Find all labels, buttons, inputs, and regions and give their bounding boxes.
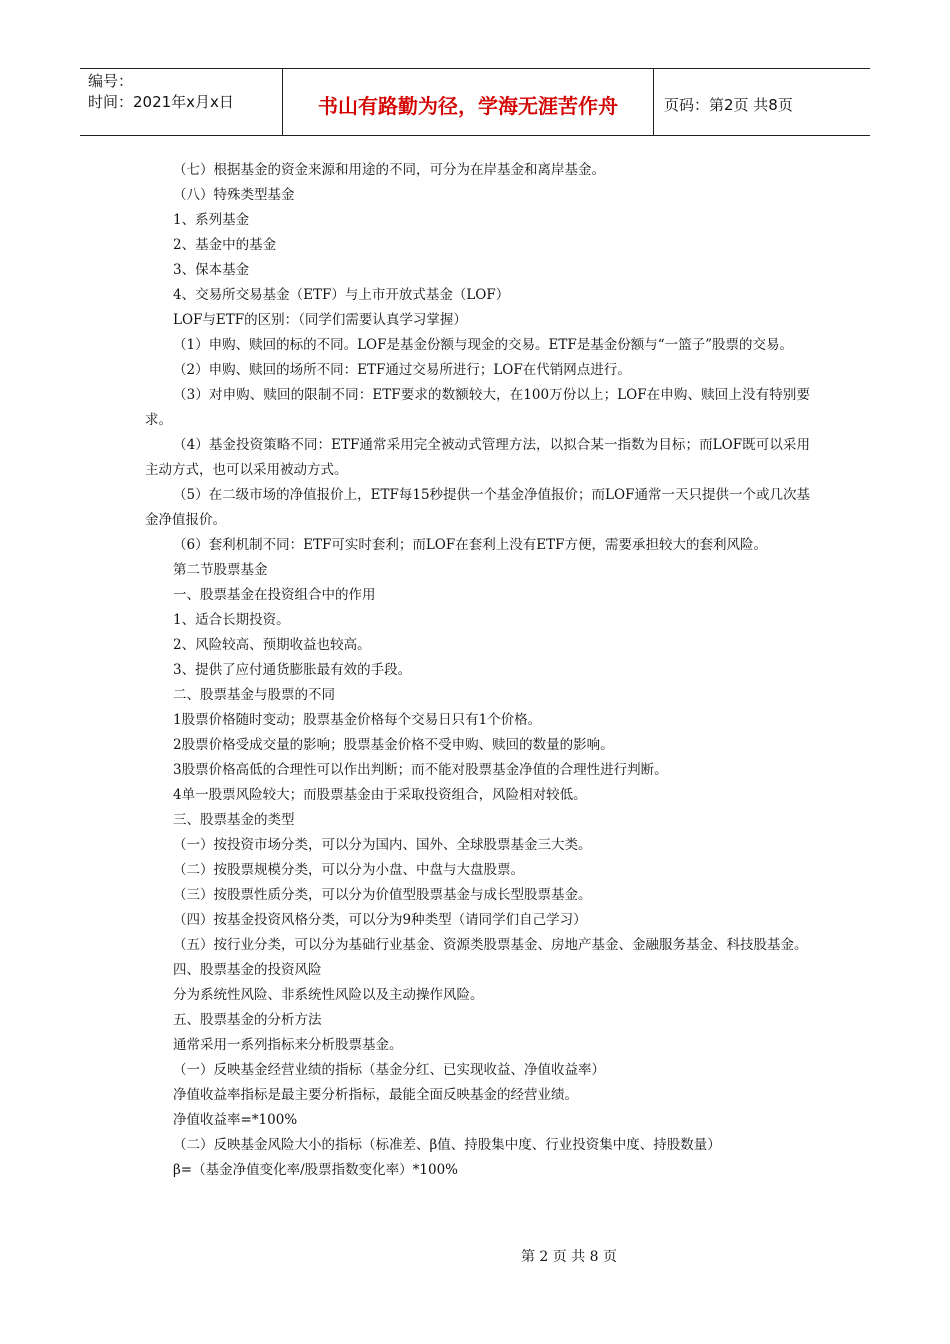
document-time-label: 时间：2021年x月x日 xyxy=(88,93,234,111)
body-line: 3股票价格高低的合理性可以作出判断；而不能对股票基金净值的合理性进行判断。 xyxy=(173,762,668,778)
page-footer: 第 2 页 共 8 页 xyxy=(520,1249,618,1265)
header-page-info: 页码：第2页 共8页 xyxy=(664,95,793,114)
body-line: 2股票价格受成交量的影响；股票基金价格不受申购、赎回的数量的影响。 xyxy=(173,737,614,753)
body-line: 五、股票基金的分析方法 xyxy=(173,1012,322,1028)
body-line: LOF与ETF的区别：（同学们需要认真学习掌握） xyxy=(173,312,467,328)
body-line: （6）套利机制不同：ETF可实时套利；而LOF在套利上没有ETF方便，需要承担较大的套利风险。 xyxy=(173,537,767,553)
body-line: （二）按股票规模分类，可以分为小盘、中盘与大盘股票。 xyxy=(173,862,524,878)
body-line: （二）反映基金风险大小的指标（标准差、β值、持股集中度、行业投资集中度、持股数量） xyxy=(173,1137,721,1153)
document-number-label: 编号： xyxy=(88,72,134,90)
body-line: 4、交易所交易基金（ETF）与上市开放式基金（LOF） xyxy=(173,287,510,303)
body-line: 1股票价格随时变动；股票基金价格每个交易日只有1个价格。 xyxy=(173,712,542,728)
body-line: （2）申购、赎回的场所不同：ETF通过交易所进行；LOF在代销网点进行。 xyxy=(173,362,631,378)
body-paragraph: （4）基金投资策略不同：ETF通常采用完全被动式管理方法，以拟合某一指数为目标；而LOF既可以采用主动方式，也可以采用被动方式。 xyxy=(145,437,810,478)
body-line: （一）按投资市场分类，可以分为国内、国外、全球股票基金三大类。 xyxy=(173,837,592,853)
header-motto: 书山有路勤为径，学海无涯苦作舟 xyxy=(282,69,654,135)
body-line: 通常采用一系列指标来分析股票基金。 xyxy=(173,1037,403,1053)
body-line: 1、系列基金 xyxy=(173,212,250,228)
body-line: 二、股票基金与股票的不同 xyxy=(173,687,335,703)
body-line: 1、适合长期投资。 xyxy=(173,612,290,628)
body-line: （三）按股票性质分类，可以分为价值型股票基金与成长型股票基金。 xyxy=(173,887,592,903)
body-paragraph: （1）申购、赎回的标的不同。LOF是基金份额与现金的交易。ETF是基金份额与“一篮子”股票的交易。 xyxy=(173,337,794,353)
body-line: 三、股票基金的类型 xyxy=(173,812,295,828)
body-line: 一、股票基金在投资组合中的作用 xyxy=(173,587,376,603)
body-line: 四、股票基金的投资风险 xyxy=(173,962,322,978)
body-line: 3、提供了应付通货膨胀最有效的手段。 xyxy=(173,662,412,678)
body-line: 3、保本基金 xyxy=(173,262,250,278)
formula-line: 净值收益率=*100% xyxy=(173,1112,298,1128)
body-paragraph: （五）按行业分类，可以分为基础行业基金、资源类股票基金、房地产基金、金融服务基金、科技股基金。 xyxy=(173,937,808,953)
body-line: （八）特殊类型基金 xyxy=(173,187,295,203)
document-body xyxy=(145,158,810,1183)
page-header xyxy=(80,68,870,136)
body-paragraph: （5）在二级市场的净值报价上，ETF每15秒提供一个基金净值报价；而LOF通常一天只提供一个或几次基金净值报价。 xyxy=(145,487,810,528)
header-meta xyxy=(80,69,282,135)
body-line: 2、风险较高、预期收益也较高。 xyxy=(173,637,371,653)
body-line: （七）根据基金的资金来源和用途的不同，可分为在岸基金和离岸基金。 xyxy=(173,162,605,178)
body-line: （一）反映基金经营业绩的指标（基金分红、已实现收益、净值收益率） xyxy=(173,1062,605,1078)
section-heading: 第二节股票基金 xyxy=(173,562,268,578)
body-paragraph: （3）对申购、赎回的限制不同：ETF要求的数额较大，在100万份以上；LOF在申购、赎回上没有特别要求。 xyxy=(145,387,810,428)
body-line: 2、基金中的基金 xyxy=(173,237,277,253)
body-line: （四）按基金投资风格分类，可以分为9种类型（请同学们自己学习） xyxy=(173,912,587,928)
body-line: 净值收益率指标是最主要分析指标，最能全面反映基金的经营业绩。 xyxy=(173,1087,578,1103)
formula-line: β=（基金净值变化率/股票指数变化率）*100% xyxy=(173,1162,459,1178)
body-line: 4单一股票风险较大；而股票基金由于采取投资组合，风险相对较低。 xyxy=(173,787,587,803)
body-line: 分为系统性风险、非系统性风险以及主动操作风险。 xyxy=(173,987,484,1003)
